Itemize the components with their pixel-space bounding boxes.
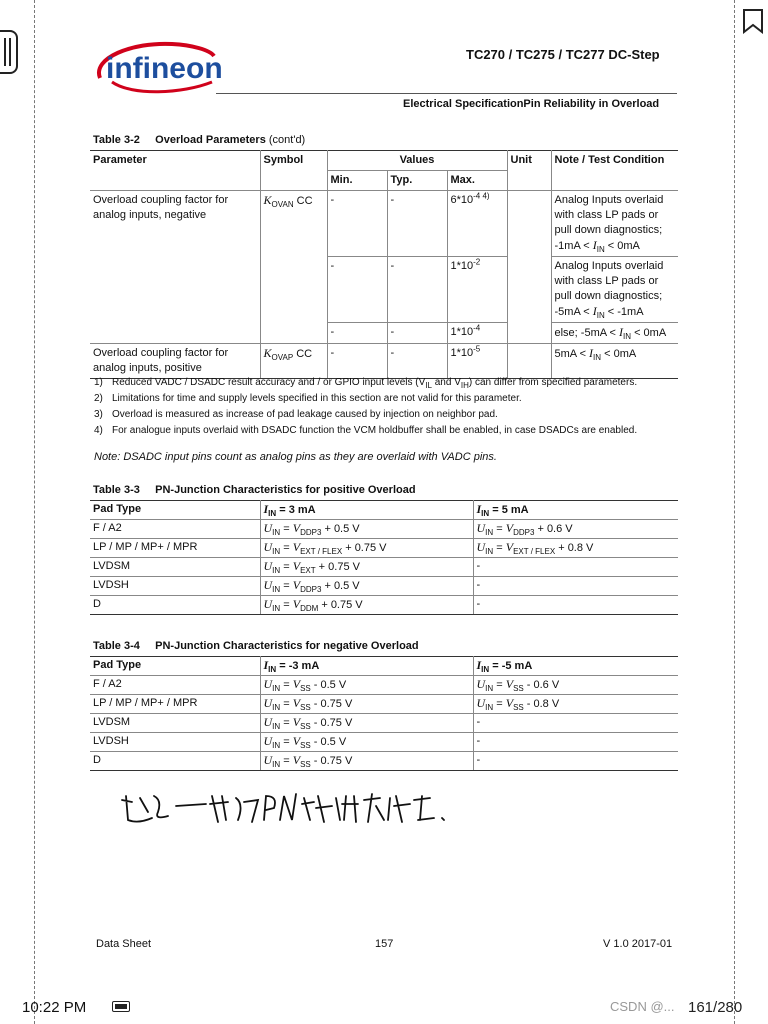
negative-overload-table: Pad Type $I_{IN} = -3$ mA $I_{IN} = -5$ mA F / A2 $U_{IN} = V_{SS} - 0.5$ V $U_{IN} = V_{SS} - 0.6$ V LP / MP / MP+ / MPR $U_{IN} = V_{SS} - 0.75$ V $U_{IN} = V_{SS} - 0.8$ V LVDSM $U_{IN} = V_{SS} - 0.75$ V - LVDSH $U_{IN} = V_{SS} - 0.5$ V - D $U_{IN} = V_{SS} - 0.75$ V -	[90, 656, 678, 771]
header-parameter: Parameter	[90, 151, 260, 191]
table-row: - - $1*10^{-4}$ else; $-5mA < I_{IN} < 0mA$	[90, 323, 678, 344]
infineon-logo	[92, 38, 222, 98]
header-symbol: Symbol	[260, 151, 327, 191]
page-right-border	[734, 0, 735, 1024]
table-row: - - $1*10^{-2}$ Analog Inputs overlaid with class LP pads or pull down diagnostics; $-5mA < I_{IN} < -1mA$	[90, 257, 678, 323]
document-title: TC270 / TC275 / TC277 DC-Step	[466, 47, 660, 62]
footnote: 4) For analogue inputs overlaid with DSADC function the VCM holdbuffer shall be enabled, in case DSADCs are enabled.	[94, 425, 638, 436]
table-3-4-caption: Table 3-4 PN-Junction Characteristics for negative Overload	[93, 640, 419, 652]
table-row: LP / MP / MP+ / MPR $U_{IN} = V_{SS} - 0.75$ V $U_{IN} = V_{SS} - 0.8$ V	[90, 695, 678, 714]
battery-icon	[112, 1001, 130, 1012]
header-note: Note / Test Condition	[551, 151, 678, 191]
table-row: LVDSH $U_{IN} = V_{DDP3} + 0.5$ V -	[90, 577, 678, 596]
positive-overload-table: Pad Type $I_{IN} = 3$ mA $I_{IN} = 5$ mA F / A2 $U_{IN} = V_{DDP3} + 0.5$ V $U_{IN} = V_{DDP3} + 0.6$ V LP / MP / MP+ / MPR $U_{IN} = V_{EXT / FLEX} + 0.75$ V $U_{IN} = V_{EXT / FLEX} + 0.8$ V LVDSM $U_{IN} = V_{EXT} + 0.75$ V - LVDSH $U_{IN} = V_{DDP3} + 0.5$ V - D $U_{IN} = V_{DDM} + 0.75$ V -	[90, 500, 678, 615]
overload-parameters-table	[90, 150, 678, 379]
header-typ: Typ.	[387, 171, 447, 191]
dsadc-note: Note: DSADC input pins count as analog pins as they are overlaid with VADC pins.	[94, 451, 497, 463]
table-row: Overload coupling factor for analog inputs, negative $K_{OVAN}$ CC - - $6*10^{-4 4)}$ Analog Inputs overlaid with class LP pads or pull down diagnostics; $-1mA < I_{IN} < 0mA$	[90, 191, 678, 257]
page-left-border	[34, 0, 35, 1024]
footer-left: Data Sheet	[96, 938, 152, 950]
table-row: Overload coupling factor for analog inputs, positive $K_{OVAP}$ CC - - $1*10^{-5}$ $5mA < I_{IN} < 0mA$	[90, 344, 678, 379]
svg-text:infineon: infineon	[106, 52, 222, 85]
watermark: CSDN @...	[610, 999, 675, 1014]
footnote: 1) Reduced VADC / DSADC result accuracy and / or GPIO input levels ($V_{IL}$ and $V_{IH}$) can differ from specified parameters.	[94, 377, 638, 390]
footer-page-number: 157	[375, 938, 394, 950]
header-unit: Unit	[507, 151, 551, 191]
table-row: LP / MP / MP+ / MPR $U_{IN} = V_{EXT / FLEX} + 0.75$ V $U_{IN} = V_{EXT / FLEX} + 0.8$ V	[90, 539, 678, 558]
table-row: D $U_{IN} = V_{DDM} + 0.75$ V -	[90, 596, 678, 615]
header-values: Values	[327, 151, 507, 171]
table-3-3-caption: Table 3-3 PN-Junction Characteristics for positive Overload	[93, 484, 416, 496]
header-max: Max.	[447, 171, 507, 191]
table-row: F / A2 $U_{IN} = V_{DDP3} + 0.5$ V $U_{IN} = V_{DDP3} + 0.6$ V	[90, 520, 678, 539]
bookmark-icon[interactable]	[742, 8, 764, 34]
status-time: 10:22 PM	[22, 999, 87, 1016]
footnotes	[94, 375, 637, 439]
section-title: Electrical SpecificationPin Reliability in Overload	[403, 98, 660, 110]
page-indicator[interactable]: 161/280	[688, 999, 743, 1016]
header-divider	[216, 93, 677, 94]
table-row: LVDSH $U_{IN} = V_{SS} - 0.5$ V -	[90, 733, 678, 752]
handwritten-annotation	[118, 790, 458, 830]
footer-version: V 1.0 2017-01	[603, 938, 673, 950]
table-row: LVDSM $U_{IN} = V_{SS} - 0.75$ V -	[90, 714, 678, 733]
table-row: F / A2 $U_{IN} = V_{SS} - 0.5$ V $U_{IN} = V_{SS} - 0.6$ V	[90, 676, 678, 695]
table-3-2-caption: Table 3-2 Overload Parameters (cont'd)	[93, 134, 306, 146]
table-row: D $U_{IN} = V_{SS} - 0.75$ V -	[90, 752, 678, 771]
footnote: 2) Limitations for time and supply levels specified in this section are not valid for this parameter.	[94, 393, 522, 404]
sidebar-toggle-icon[interactable]	[0, 30, 18, 74]
header-min: Min.	[327, 171, 387, 191]
table-row: LVDSM $U_{IN} = V_{EXT} + 0.75$ V -	[90, 558, 678, 577]
footnote: 3) Overload is measured as increase of pad leakage caused by injection on neighbor pad.	[94, 409, 498, 420]
